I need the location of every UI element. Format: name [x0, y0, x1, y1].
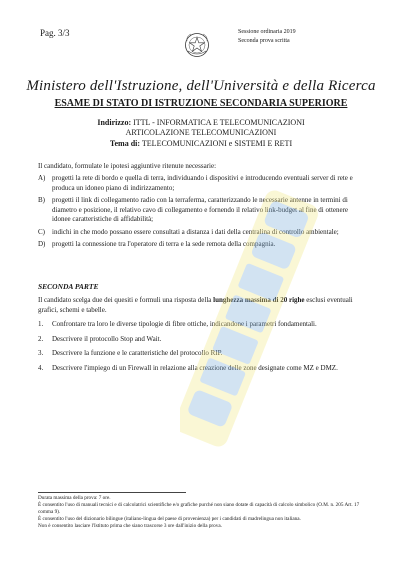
item-text: Descrivere il protocollo Stop and Wait.	[52, 334, 162, 343]
tema-value: TELECOMUNICAZIONI e SISTEMI E RETI	[141, 139, 293, 148]
item-marker: 3.	[38, 349, 44, 357]
republic-emblem-icon	[184, 32, 210, 58]
item-text: Descrivere l'impiego di un Firewall in relazione alla creazione delle zone designate come MZ e DMZ.	[52, 363, 338, 372]
session-info	[238, 28, 296, 46]
item-text: indichi in che modo possano essere consultati a distanza i dati della centralina di controllo ambientale;	[52, 227, 339, 236]
tema-label: Tema di:	[109, 139, 141, 148]
item-marker: 4.	[38, 363, 44, 372]
ministry-name: Ministero dell'Istruzione, dell'Università e della Ricerca	[26, 78, 376, 94]
footer-divider	[38, 492, 186, 493]
list-item	[38, 240, 358, 250]
list-item	[38, 320, 358, 330]
item-text: progetti la rete di bordo e quella di terra, individuando i dispositivi e introducendo eventuali server di rete e produca un idoneo piano di indirizzamento;	[52, 174, 353, 192]
course-tema	[0, 139, 402, 148]
first-part-intro: Il candidato, formulate le ipotesi aggiuntive ritenute necessarie:	[38, 162, 217, 170]
intro-text-bold: lunghezza massima di 20 righe	[213, 296, 305, 304]
exam-title: ESAME DI STATO DI ISTRUZIONE SECONDARIA SUPERIORE	[54, 98, 348, 109]
second-part-title: SECONDA PARTE	[38, 282, 99, 291]
indirizzo-value: ITTL - INFORMATICA E TELECOMUNICAZIONI	[133, 118, 305, 127]
item-marker: C)	[38, 227, 45, 236]
intro-text-a: Il candidato scelga due dei quesiti e formuli una risposta della	[38, 296, 214, 304]
second-part-intro	[38, 296, 358, 315]
item-text: progetti la connessione tra l'operatore di terra e la sede remota della compagnia.	[52, 240, 276, 248]
item-marker: 2.	[38, 334, 44, 343]
page-number: Pag. 3/3	[40, 28, 70, 38]
second-part-list	[38, 320, 358, 378]
course-articolazione: ARTICOLAZIONE TELECOMUNICAZIONI	[125, 128, 277, 137]
footer-line: Non è consentito lasciare l'Istituto prima che siano trascorse 3 ore dall'inizio della prova.	[38, 523, 222, 529]
first-part-list	[38, 174, 358, 253]
session-type: Sessione ordinaria 2019	[238, 29, 296, 35]
list-item	[38, 228, 358, 238]
item-marker: D)	[38, 240, 46, 248]
list-item	[38, 364, 358, 374]
indirizzo-label: Indirizzo:	[97, 118, 132, 127]
list-item	[38, 349, 358, 359]
item-marker: B)	[38, 196, 45, 204]
footer-line: È consentito l'uso del dizionario bilingue (italiano-lingua del paese di provenienza) per i candidati di madrelingua non italiana.	[38, 516, 301, 522]
item-text: Confrontare tra loro le diverse tipologie di fibre ottiche, indicandone i parametri fondamentali.	[52, 320, 317, 328]
footer-line: Durata massima della prova: 7 ore.	[38, 495, 111, 501]
list-item	[38, 196, 358, 225]
item-marker: A)	[38, 174, 46, 182]
list-item	[38, 174, 358, 193]
footer-notes	[38, 495, 368, 530]
item-text: progetti il link di collegamento radio con la terraferma, caratterizzando le necessarie antenne in termini di diametro e posizione, il relativo cavo di collegamento e fornendo il relativo link-budget al fine di ottenere idonee caratteristiche di affidabilità;	[52, 196, 349, 223]
exam-part: Seconda prova scritta	[238, 38, 290, 44]
intro-text-b: esclusi eventuali grafici, schemi e tabelle.	[38, 296, 353, 314]
course-indirizzo	[0, 118, 402, 127]
footer-line: È consentito l'uso di manuali tecnici e di calcolatrici scientifiche e/o grafiche purché non siano dotate di capacità di calcolo simbolico (O.M. n. 205 Art. 17 comma 9).	[38, 502, 360, 515]
list-item	[38, 335, 358, 345]
item-text: Descrivere la funzione e le caratteristiche del protocollo RIP.	[52, 349, 223, 357]
item-marker: 1.	[38, 320, 44, 328]
